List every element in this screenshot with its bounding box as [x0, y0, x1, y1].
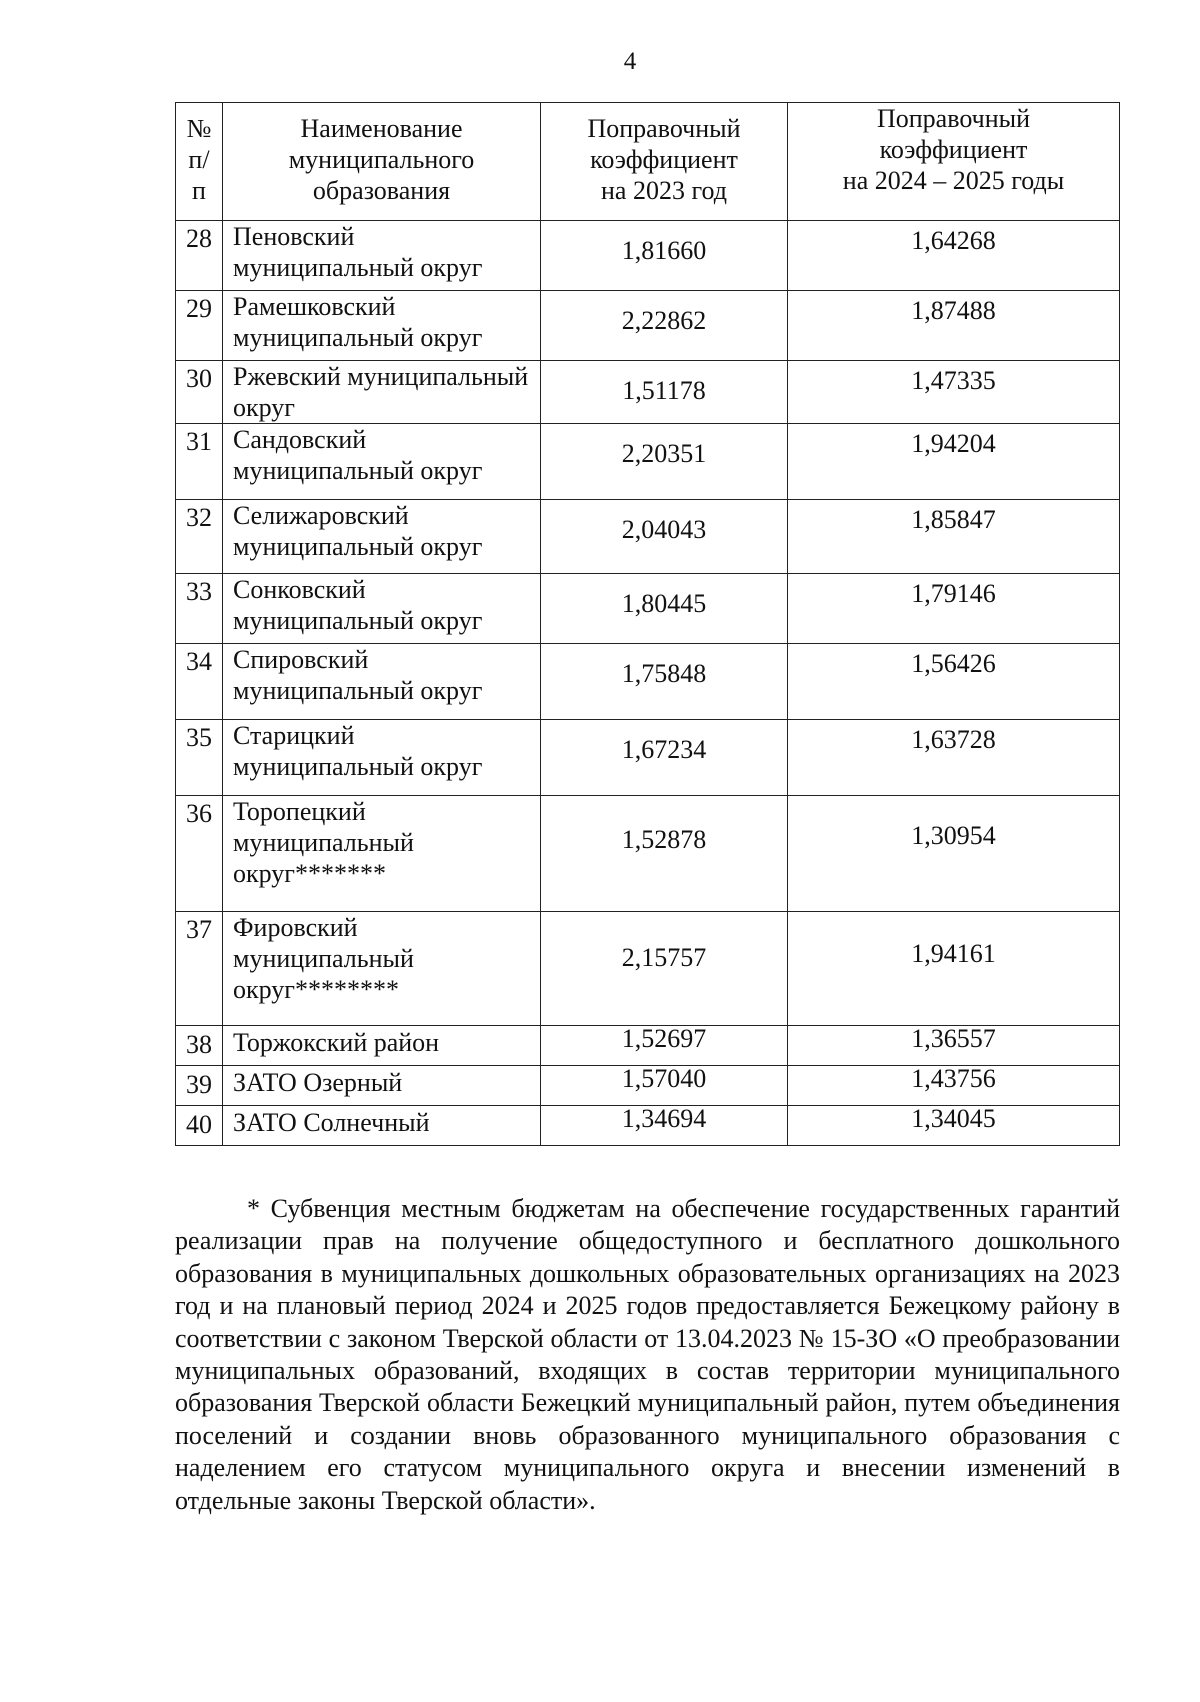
row-name: Селижаровский муниципальный округ	[223, 500, 541, 574]
row-name: Сандовский муниципальный округ	[223, 424, 541, 500]
row-name: Старицкий муниципальный округ	[223, 720, 541, 796]
row-num: 32	[176, 500, 223, 574]
table-row	[176, 720, 1120, 796]
row-num: 31	[176, 424, 223, 500]
row-coef-2024-2025: 1,79146	[788, 574, 1120, 644]
row-coef-2023: 2,20351	[541, 424, 788, 500]
row-coef-2023: 2,04043	[541, 500, 788, 574]
row-name: Ржевский муниципальный округ	[223, 361, 541, 424]
row-name: Торжокский район	[223, 1026, 541, 1066]
table-row	[176, 574, 1120, 644]
table-row	[176, 1066, 1120, 1106]
row-coef-2024-2025: 1,63728	[788, 720, 1120, 796]
table-row	[176, 361, 1120, 424]
row-num: 35	[176, 720, 223, 796]
row-coef-2024-2025: 1,43756	[788, 1066, 1120, 1106]
row-num: 36	[176, 796, 223, 912]
row-name: Фировский муниципальный округ********	[223, 912, 541, 1026]
row-coef-2023: 1,34694	[541, 1106, 788, 1146]
row-name: Спировский муниципальный округ	[223, 644, 541, 720]
table-row	[176, 644, 1120, 720]
row-coef-2024-2025: 1,30954	[788, 796, 1120, 912]
row-coef-2023: 1,81660	[541, 221, 788, 291]
row-coef-2024-2025: 1,85847	[788, 500, 1120, 574]
row-coef-2023: 2,15757	[541, 912, 788, 1026]
row-num: 39	[176, 1066, 223, 1106]
coefficient-table	[175, 102, 1120, 1146]
row-num: 37	[176, 912, 223, 1026]
row-coef-2024-2025: 1,94161	[788, 912, 1120, 1026]
header-coef-2023: Поправочный коэффициент на 2023 год	[541, 103, 788, 221]
row-name: Пеновский муниципальный округ	[223, 221, 541, 291]
table-row	[176, 221, 1120, 291]
row-coef-2023: 1,51178	[541, 361, 788, 424]
row-num: 38	[176, 1026, 223, 1066]
page-number: 4	[623, 48, 637, 75]
row-num: 33	[176, 574, 223, 644]
row-coef-2024-2025: 1,94204	[788, 424, 1120, 500]
row-num: 34	[176, 644, 223, 720]
footnote-paragraph: * Субвенция местным бюджетам на обеспечение государственных гарантий реализации прав на получение общедоступного и бесплатного дошкольного образования в муниципальных дошкольных образовательных организациях на 2023 год и на плановый период 2024 и 2025 годов предоставляется Бежецкому району в соответствии с законом Тверской области от 13.04.2023 № 15-ЗО «О преобразовании муниципальных образований, входящих в состав территории муниципального образования Тверской области Бежецкий муниципальный район, путем объединения поселений и создании вновь образованного муниципального образования с наделением его статусом муниципального округа и внесении изменений в отдельные законы Тверской области».	[175, 1194, 1120, 1515]
table-row	[176, 912, 1120, 1026]
table-row	[176, 796, 1120, 912]
row-coef-2024-2025: 1,36557	[788, 1026, 1120, 1066]
row-num: 40	[176, 1106, 223, 1146]
row-coef-2024-2025: 1,34045	[788, 1106, 1120, 1146]
row-coef-2023: 1,57040	[541, 1066, 788, 1106]
row-coef-2024-2025: 1,56426	[788, 644, 1120, 720]
row-coef-2023: 1,52697	[541, 1026, 788, 1066]
table-row	[176, 424, 1120, 500]
table-row	[176, 1026, 1120, 1066]
table-row	[176, 291, 1120, 361]
header-coef-2024-2025: Поправочный коэффициент на 2024 – 2025 годы	[788, 103, 1120, 221]
row-coef-2023: 1,75848	[541, 644, 788, 720]
table-row	[176, 500, 1120, 574]
row-coef-2023: 1,52878	[541, 796, 788, 912]
row-coef-2023: 1,80445	[541, 574, 788, 644]
row-name: ЗАТО Солнечный	[223, 1106, 541, 1146]
row-name: Сонковский муниципальный округ	[223, 574, 541, 644]
row-name: ЗАТО Озерный	[223, 1066, 541, 1106]
row-coef-2024-2025: 1,87488	[788, 291, 1120, 361]
row-num: 28	[176, 221, 223, 291]
row-coef-2024-2025: 1,47335	[788, 361, 1120, 424]
row-name: Рамешковский муниципальный округ	[223, 291, 541, 361]
table-header-row	[176, 103, 1120, 221]
row-coef-2023: 1,67234	[541, 720, 788, 796]
header-name: Наименование муниципального образования	[223, 103, 541, 221]
row-name: Торопецкий муниципальный округ*******	[223, 796, 541, 912]
row-num: 30	[176, 361, 223, 424]
row-num: 29	[176, 291, 223, 361]
header-num: № п/п	[176, 103, 223, 221]
row-coef-2023: 2,22862	[541, 291, 788, 361]
row-coef-2024-2025: 1,64268	[788, 221, 1120, 291]
table-row	[176, 1106, 1120, 1146]
